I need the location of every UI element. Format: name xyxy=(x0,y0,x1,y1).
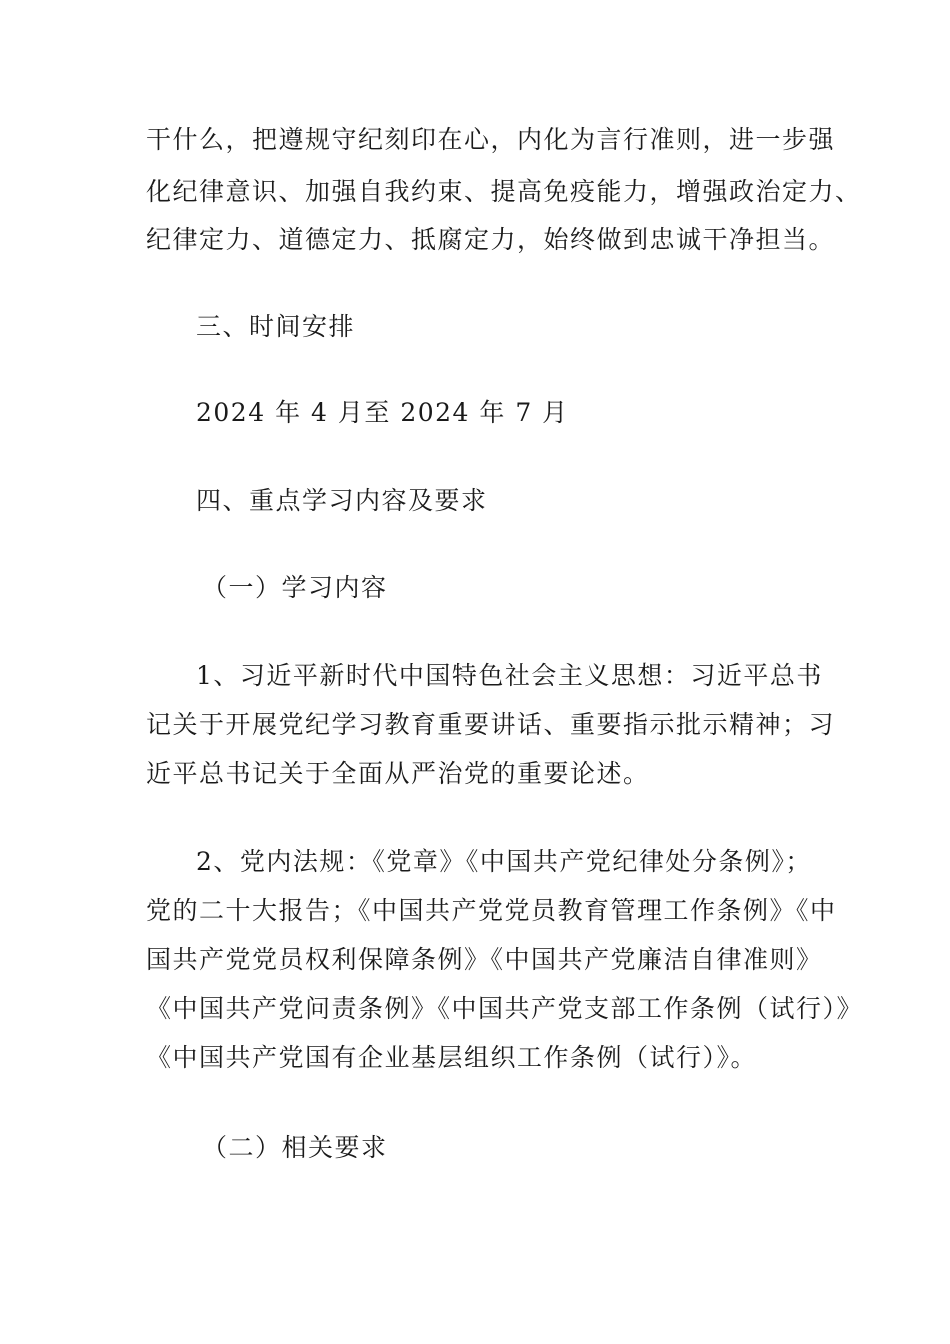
subsection-heading-content: （一）学习内容 xyxy=(202,573,388,602)
paragraph-line: 2、党内法规：《党章》《中国共产党纪律处分条例》； xyxy=(196,847,812,876)
paragraph-line: 记关于开展党纪学习教育重要讲话、重要指示批示精神；习 xyxy=(146,710,836,739)
paragraph-line: 近平总书记关于全面从严治党的重要论述。 xyxy=(146,759,650,788)
subsection-heading-requirements: （二）相关要求 xyxy=(202,1133,388,1162)
paragraph-line: 国共产党党员权利保障条例》《中国共产党廉洁自律准则》 xyxy=(146,945,823,974)
paragraph-line: 《中国共产党国有企业基层组织工作条例（试行）》。 xyxy=(146,1043,758,1072)
schedule-dates: 2024 年 4 月至 2024 年 7 月 xyxy=(196,398,569,427)
paragraph-line: 《中国共产党问责条例》《中国共产党支部工作条例（试行）》 xyxy=(146,994,864,1023)
paragraph-line: 纪律定力、道德定力、抵腐定力，始终做到忠诚干净担当。 xyxy=(146,225,836,254)
paragraph-line: 干什么，把遵规守纪刻印在心，内化为言行准则，进一步强 xyxy=(146,125,836,154)
paragraph-line: 化纪律意识、加强自我约束、提高免疫能力，增强政治定力、 xyxy=(146,177,862,206)
section-heading-schedule: 三、时间安排 xyxy=(196,312,356,341)
paragraph-line: 1、习近平新时代中国特色社会主义思想：习近平总书 xyxy=(196,661,823,690)
paragraph-line: 党的二十大报告；《中国共产党党员教育管理工作条例》《中 xyxy=(146,896,837,925)
section-heading-study: 四、重点学习内容及要求 xyxy=(196,486,488,515)
